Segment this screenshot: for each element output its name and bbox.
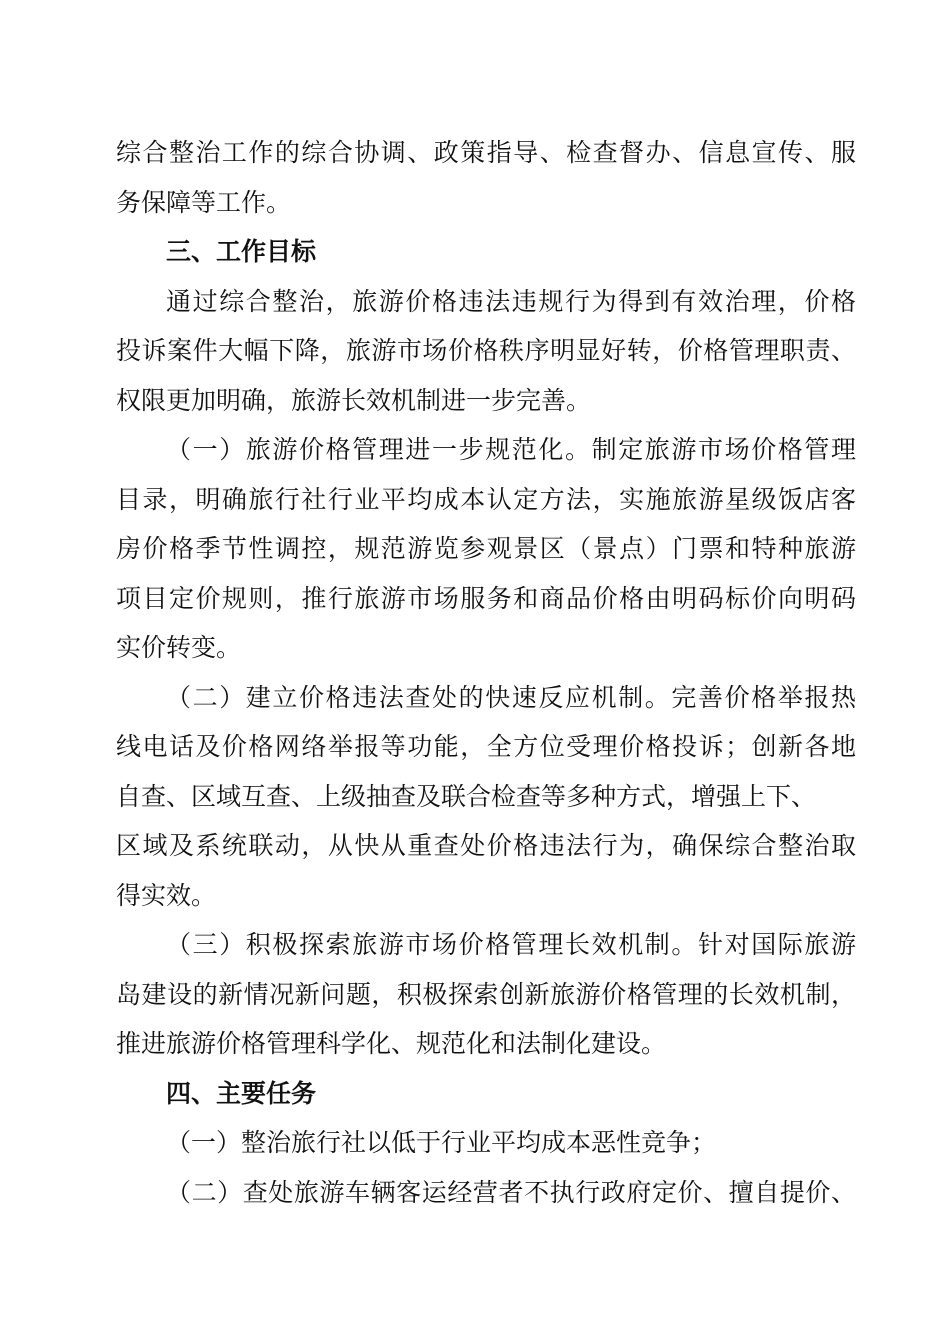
paragraph-line: 目录，明确旅行社行业平均成本认定方法，实施旅游星级饭店客 xyxy=(116,484,856,514)
paragraph-line: （二）建立价格违法查处的快速反应机制。完善价格举报热 xyxy=(166,682,856,712)
paragraph-line: 实价转变。 xyxy=(116,633,242,662)
paragraph-line: 综合整治工作的综合协调、政策指导、检查督办、信息宣传、服 xyxy=(116,138,856,167)
paragraph-line: （二）查处旅游车辆客运经营者不执行政府定价、擅自提价、 xyxy=(166,1177,856,1207)
paragraph-line: 通过综合整治，旅游价格违法违规行为得到有效治理，价格 xyxy=(166,286,856,316)
paragraph-line: 投诉案件大幅下降，旅游市场价格秩序明显好转，价格管理职责、 xyxy=(116,336,856,365)
paragraph-line: （一）旅游价格管理进一步规范化。制定旅游市场价格管理 xyxy=(166,435,856,464)
section-heading-tasks: 四、主要任务 xyxy=(166,1078,317,1108)
paragraph-line: 项目定价规则，推行旅游市场服务和商品价格由明码标价向明码 xyxy=(116,583,856,613)
paragraph-line: 岛建设的新情况新问题，积极探索创新旅游价格管理的长效机制， xyxy=(116,979,856,1009)
paragraph-line: 推进旅游价格管理科学化、规范化和法制化建设。 xyxy=(116,1029,667,1058)
paragraph-line: （一）整治旅行社以低于行业平均成本恶性竞争； xyxy=(166,1128,717,1157)
section-heading-goals: 三、工作目标 xyxy=(166,237,317,266)
paragraph-line: （三）积极探索旅游市场价格管理长效机制。针对国际旅游 xyxy=(166,930,856,959)
paragraph-line: 得实效。 xyxy=(116,880,217,910)
paragraph-line: 自查、区域互查、上级抽查及联合检查等多种方式，增强上下、 xyxy=(116,781,817,811)
paragraph-line: 务保障等工作。 xyxy=(116,187,292,217)
paragraph-line: 房价格季节性调控，规范游览参观景区（景点）门票和特种旅游 xyxy=(116,534,856,563)
paragraph-line: 线电话及价格网络举报等功能，全方位受理价格投诉；创新各地 xyxy=(116,732,856,761)
document-body xyxy=(116,128,856,1217)
paragraph-line: 权限更加明确，旅游长效机制进一步完善。 xyxy=(116,385,592,415)
paragraph-line: 区域及系统联动，从快从重查处价格违法行为，确保综合整治取 xyxy=(116,831,856,860)
